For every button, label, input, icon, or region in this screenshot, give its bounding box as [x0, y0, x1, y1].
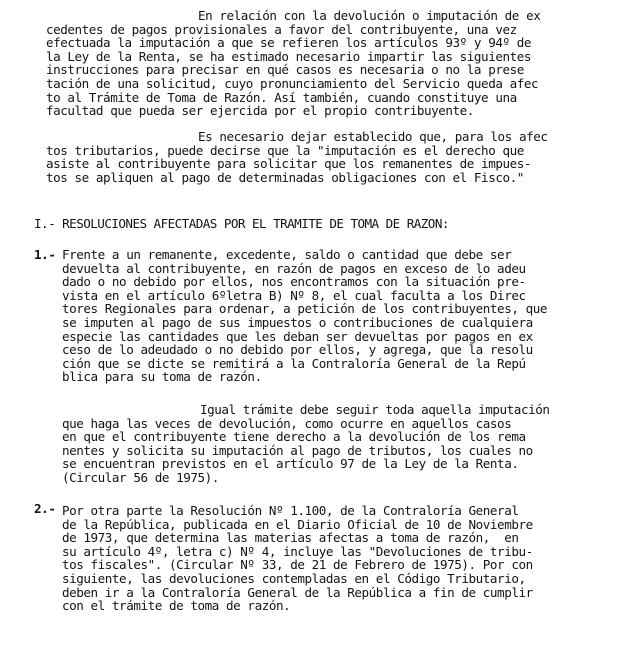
text-line: deben ir a la Contraloría General de la República a fin de cumplir: [62, 584, 533, 600]
text-line: con el trámite de toma de razón.: [62, 598, 291, 614]
text-line: devuelta al contribuyente, en razón de pagos en exceso de lo adeu: [62, 260, 526, 276]
text-line: de la República, publicada en el Diario Oficial de 10 de Noviembre: [62, 516, 533, 532]
text-line: tores Regionales para ordenar, a petición de los contribuyentes, que: [62, 301, 547, 317]
item-number: 1.-: [34, 247, 56, 262]
text-line: nentes y solicita su imputación al pago de tributos, los cuales no: [62, 442, 533, 458]
text-line: En relación con la devolución o imputación de ex: [198, 8, 541, 23]
text-line: vista en el artículo 6ºletra B) Nº 8, el cual faculta a los Direc: [62, 287, 526, 303]
text-line: dado o no debido por ellos, nos encontramos con la situación pre-: [62, 274, 526, 290]
text-line: facultad que pueda ser ejercida por el propio contribuyente.: [46, 103, 474, 119]
text-line: ceso de lo adeudado o no debido por ellos, y agrega, que la resolu: [62, 342, 533, 358]
text-line: Es necesario dejar establecido que, para los afec: [198, 129, 548, 144]
text-line: su artículo 4º, letra c) Nº 4, incluye las "Devoluciones de tribu-: [62, 543, 533, 559]
text-line: la Ley de la Renta, se ha estimado necesario impartir las siguientes: [46, 48, 531, 64]
text-line: se encuentran previstos en el artículo 97 de la Ley de la Renta.: [62, 456, 519, 472]
text-line: asiste al contribuyente para solicitar que los remanentes de impues-: [46, 156, 531, 172]
text-line: Por otra parte la Resolución Nº 1.100, de la Contraloría General: [62, 503, 519, 518]
paragraph-devolucion-imputacion: [46, 9, 540, 118]
text-line: instrucciones para precisar en qué casos es necesaria o no la prese: [46, 62, 524, 78]
text-line: to al Trámite de Toma de Razón. Así también, cuando constituye una: [46, 89, 517, 105]
section-heading: I.- RESOLUCIONES AFECTADAS POR EL TRAMITE DE TOMA DE RAZON:: [34, 216, 449, 231]
list-item-2: [62, 504, 533, 613]
text-line: (Circular 56 de 1975).: [62, 469, 219, 485]
text-line: Frente a un remanente, excedente, saldo o cantidad que debe ser: [62, 247, 512, 262]
text-line: Igual trámite debe seguir toda aquella imputación: [200, 402, 550, 417]
text-line: siguiente, las devoluciones contempladas en el Código Tributario,: [62, 570, 526, 586]
text-line: especie las cantidades que les deban ser devueltas por pagos en ex: [62, 328, 533, 344]
paragraph-igual-tramite: [62, 403, 549, 485]
text-line: en que el contribuyente tiene derecho a la devolución de los rema: [62, 429, 526, 445]
text-line: ción que se dicte se remitirá a la Contraloría General de la Repú: [62, 355, 526, 371]
text-line: tación de una solicitud, cuyo pronunciamiento del Servicio queda afec: [46, 75, 539, 91]
text-line: de 1973, que determina las materias afectas a toma de razón, en: [62, 530, 519, 546]
text-line: tos tributarios, puede decirse que la "imputación es el derecho que: [46, 142, 524, 158]
text-line: blica para su toma de razón.: [62, 369, 262, 385]
paragraph-efectos-tributarios: [46, 130, 547, 184]
list-item-1: [62, 248, 547, 384]
text-line: tos fiscales". (Circular Nº 33, de 21 de Febrero de 1975). Por con: [62, 557, 533, 573]
text-line: cedentes de pagos provisionales a favor del contribuyente, una vez: [46, 21, 517, 37]
text-line: que haga las veces de devolución, como ocurre en aquellos casos: [62, 415, 512, 431]
item-number: 2.-: [34, 501, 56, 516]
text-line: tos se apliquen al pago de determinadas obligaciones con el Fisco.": [46, 169, 524, 185]
text-line: se imputen al pago de sus impuestos o contribuciones de cualquiera: [62, 314, 533, 330]
text-line: efectuada la imputación a que se refieren los artículos 93º y 94º de: [46, 35, 531, 51]
